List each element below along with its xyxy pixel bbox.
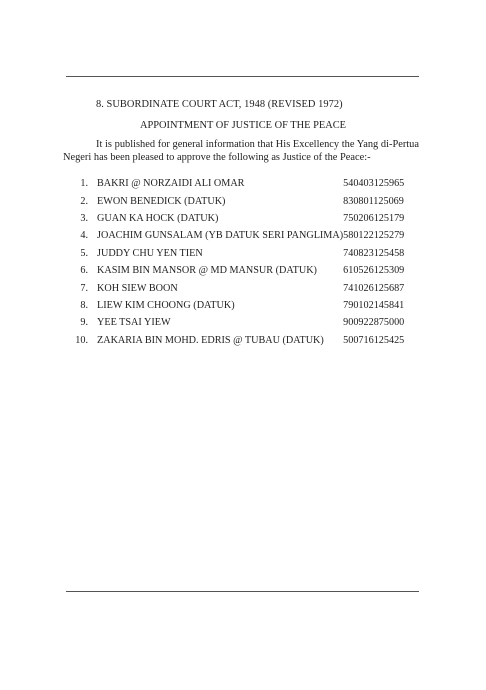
appointee-name: EWON BENEDICK (DATUK) — [97, 195, 226, 207]
appointee-name: YEE TSAI YIEW — [97, 317, 171, 329]
table-row — [66, 297, 421, 314]
table-row — [66, 245, 421, 262]
appointee-name: BAKRI @ NORZAIDI ALI OMAR — [97, 178, 245, 190]
identity-number: 790102145841 — [343, 299, 405, 311]
row-number: 1. — [80, 178, 88, 190]
intro-paragraph: It is published for general information that His Excellency the Yang di-Pertua Negeri has been pleased to approve the following as Justice of the Peace:- — [63, 139, 419, 163]
appointee-name: LIEW KIM CHOONG (DATUK) — [97, 299, 235, 311]
row-number: 4. — [80, 230, 88, 242]
row-number: 9. — [80, 317, 88, 329]
identity-number: 741026125687 — [343, 282, 405, 294]
table-row — [66, 314, 421, 331]
table-row — [66, 332, 421, 349]
row-number: 7. — [80, 282, 88, 294]
table-row — [66, 227, 421, 244]
identity-number: 900922875000 — [343, 317, 405, 329]
table-row — [66, 210, 421, 227]
table-row — [66, 262, 421, 279]
row-number: 5. — [80, 247, 88, 259]
identity-number: 610526125309 — [343, 265, 405, 277]
appointee-list — [66, 175, 421, 349]
row-number: 8. — [80, 299, 88, 311]
appointee-name: ZAKARIA BIN MOHD. EDRIS @ TUBAU (DATUK) — [97, 334, 324, 346]
identity-number: 500716125425 — [343, 334, 405, 346]
row-number: 10. — [75, 334, 88, 346]
appointee-name: JUDDY CHU YEN TIEN — [97, 247, 203, 259]
notice-heading: APPOINTMENT OF JUSTICE OF THE PEACE — [139, 120, 346, 131]
identity-number: 830801125069 — [343, 195, 404, 207]
identity-number: 740823125458 — [343, 247, 405, 259]
appointee-name: JOACHIM GUNSALAM (YB DATUK SERI PANGLIMA) — [97, 230, 344, 242]
row-number: 2. — [80, 195, 88, 207]
table-row — [66, 279, 421, 296]
identity-number: 750206125179 — [343, 212, 405, 224]
identity-number: 580122125279 — [343, 230, 405, 242]
bottom-rule — [66, 591, 419, 592]
appointee-name: KASIM BIN MANSOR @ MD MANSUR (DATUK) — [97, 265, 317, 277]
appointee-name: KOH SIEW BOON — [97, 282, 178, 294]
top-rule — [66, 76, 419, 77]
table-row — [66, 192, 421, 209]
table-row — [66, 175, 421, 192]
identity-number: 540403125965 — [343, 178, 405, 190]
section-title: 8. SUBORDINATE COURT ACT, 1948 (REVISED 1972) — [96, 99, 343, 110]
appointee-name: GUAN KA HOCK (DATUK) — [97, 212, 219, 224]
row-number: 6. — [80, 265, 88, 277]
row-number: 3. — [80, 212, 88, 224]
